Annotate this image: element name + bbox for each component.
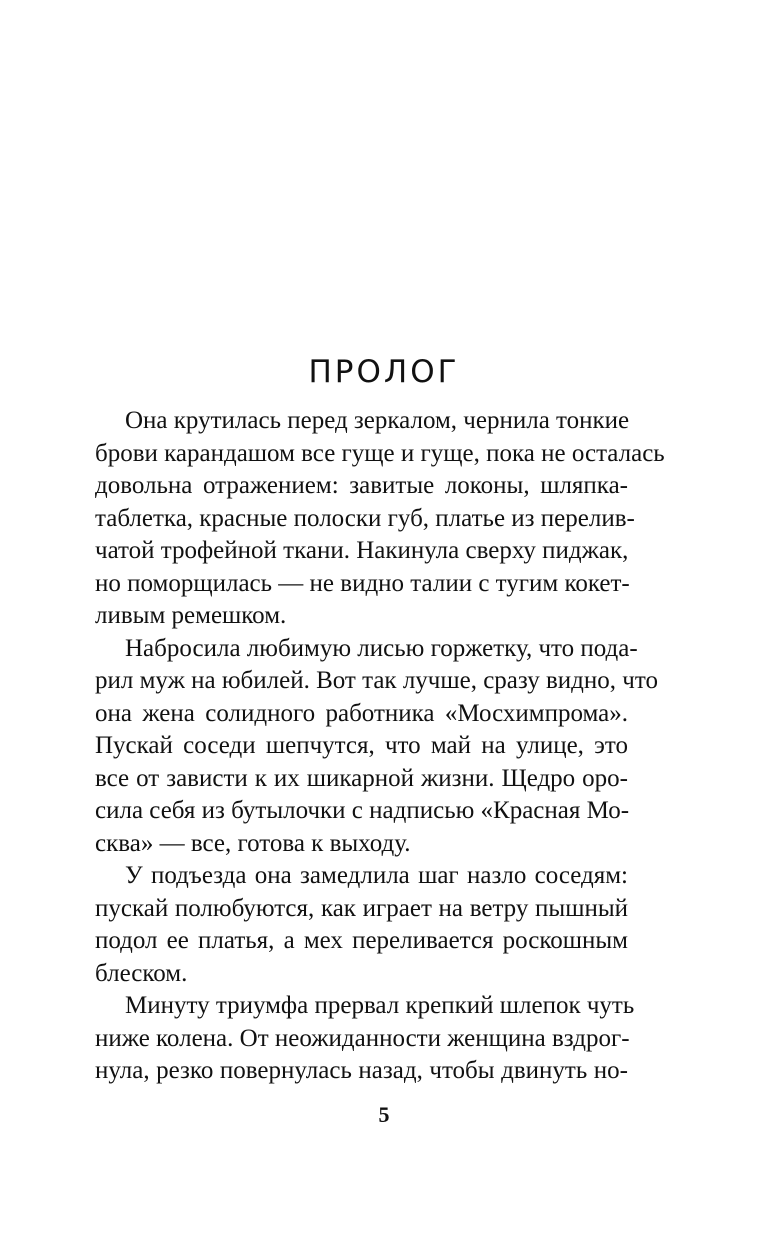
text-line: довольна отражением: завитые локоны, шляпка- (95, 472, 628, 499)
text-line: брови карандашом все гуще и гуще, пока не осталась (95, 439, 665, 467)
text-line: чатой трофейной ткани. Накинула сверху пиджак, (95, 537, 629, 564)
chapter-title: ПРОЛОГ (308, 354, 460, 390)
text-line: подол ее платья, а мех переливается роскошным (95, 927, 628, 954)
text-line: ливым ремешком. (95, 602, 287, 629)
text-line: Набросила любимую лисью горжетку, что пода- (125, 634, 638, 662)
text-line: сила себя из бутылочки с надписью «Красная Мо- (95, 797, 630, 824)
text-line: У подъезда она замедлила шаг назло соседям: (125, 862, 628, 889)
text-line: сква» — все, готова к выходу. (95, 829, 411, 857)
text-line: блеском. (95, 959, 188, 987)
text-line: она жена солидного работника «Мосхимпрома». (95, 699, 628, 727)
text-line: но поморщилась — не видно талии с тугим кокет- (95, 569, 630, 597)
text-line: Минуту триумфа прервал крепкий шлепок чуть (125, 992, 635, 1019)
page-number: 5 (378, 1102, 390, 1127)
text-line: таблетка, красные полоски губ, платье из перелив- (95, 504, 635, 532)
text-line: Она крутилась перед зеркалом, чернила тонкие (125, 407, 630, 434)
text-line: ниже колена. От неожиданности женщина вздрог- (95, 1024, 630, 1052)
body-text (95, 405, 665, 1088)
text-line: рил муж на юбилей. Вот так лучше, сразу видно, что (95, 667, 658, 694)
text-line: все от зависти к их шикарной жизни. Щедро оро- (95, 764, 628, 792)
text-line: Пускай соседи шепчутся, что май на улице, это (95, 732, 628, 759)
text-line: нула, резко повернулась назад, чтобы двинуть но- (95, 1057, 628, 1084)
text-line: пускай полюбуются, как играет на ветру пышный (95, 894, 628, 922)
